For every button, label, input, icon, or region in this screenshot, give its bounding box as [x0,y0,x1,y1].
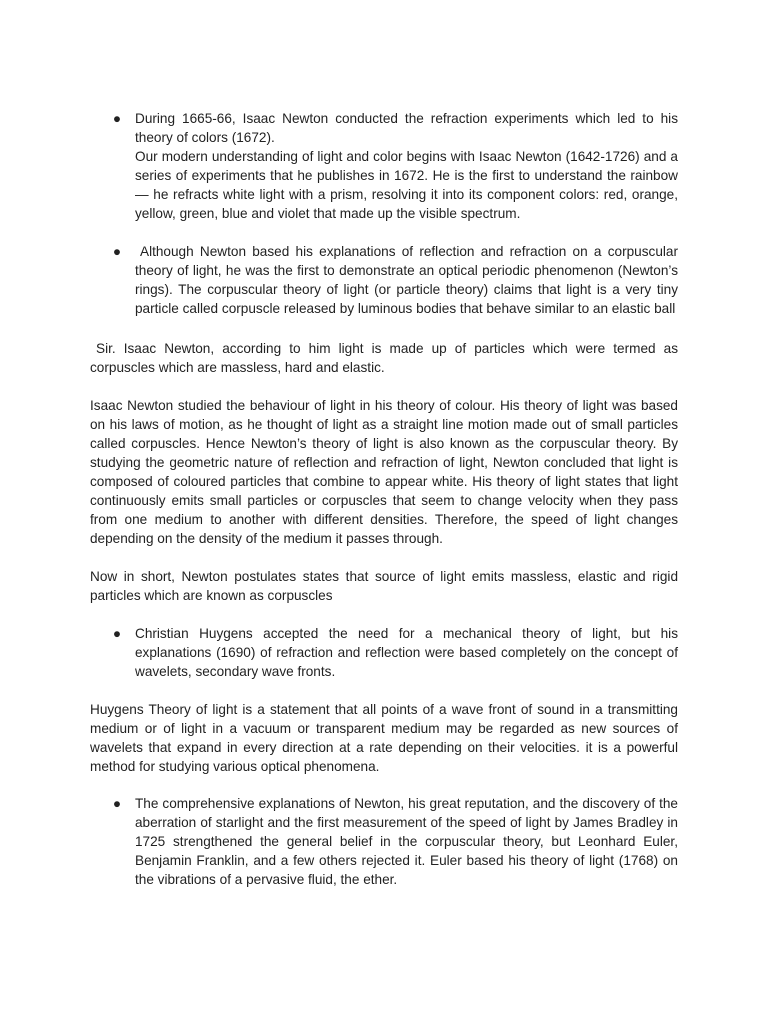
paragraph-newton-postulates: Now in short, Newton postulates states that source of light emits massless, elastic and rigid particles which are known as corpuscles [90,569,678,603]
document-page [90,109,678,889]
bullet-marker: ● [112,244,122,259]
bullet-text-continued: Our modern understanding of light and color begins with Isaac Newton (1642-1726) and a series of experiments that he publishes in 1672. He is the first to understand the rainbow — he refracts white light with a prism, resolving it into its component colors: red, orange, yellow, green, blue and violet that made up the visible spectrum. [135,149,678,221]
bullet-item-euler [90,794,678,889]
bullet-text: The comprehensive explanations of Newton, his great reputation, and the discovery of the aberration of starlight and the first measurement of the speed of light by James Bradley in 1725 strengthened the general belief in the corpuscular theory, but Leonhard Euler, Benjamin Franklin, and a few others rejected it. Euler based his theory of light (1768) on the vibrations of a pervasive fluid, the ether. [135,796,678,887]
paragraph-huygens-theory: Huygens Theory of light is a statement that all points of a wave front of sound in a transmitting medium or of light in a vacuum or transparent medium may be regarded as new sources of wavelets that expand in every direction at a rate depending on their velocities. it is a powerful method for studying various optical phenomena. [90,702,678,774]
bullet-item-newton-refraction [90,109,678,223]
bullet-marker: ● [112,626,122,641]
bullet-item-huygens [90,624,678,681]
bullet-text: During 1665-66, Isaac Newton conducted the refraction experiments which led to his theory of colors (1672). [135,111,678,145]
bullet-text: Christian Huygens accepted the need for a mechanical theory of light, but his explanations (1690) of refraction and reflection were based completely on the concept of wavelets, secondary wave fronts. [135,626,678,679]
bullet-text: Although Newton based his explanations of reflection and refraction on a corpuscular theory of light, he was the first to demonstrate an optical periodic phenomenon (Newton’s rings). The corpuscular theory of light (or particle theory) claims that light is a very tiny particle called corpuscle released by luminous bodies that behave similar to an elastic ball [135,244,678,316]
bullet-marker: ● [112,111,122,126]
paragraph-theory-of-colour: Isaac Newton studied the behaviour of light in his theory of colour. His theory of light was based on his laws of motion, as he thought of light as a straight line motion made out of small particles called corpuscles. Hence Newton’s theory of light is also known as the corpuscular theory. By studying the geometric nature of reflection and refraction of light, Newton concluded that light is composed of coloured particles that combine to appear white. His theory of light states that light continuously emits small particles or corpuscles that seem to change velocity when they pass from one medium to another with different densities. Therefore, the speed of light changes depending on the density of the medium it passes through. [90,398,678,546]
bullet-marker: ● [112,796,122,811]
bullet-item-corpuscular-theory [90,242,678,318]
paragraph-newton-particles: Sir. Isaac Newton, according to him light is made up of particles which were termed as corpuscles which are massless, hard and elastic. [90,341,678,375]
